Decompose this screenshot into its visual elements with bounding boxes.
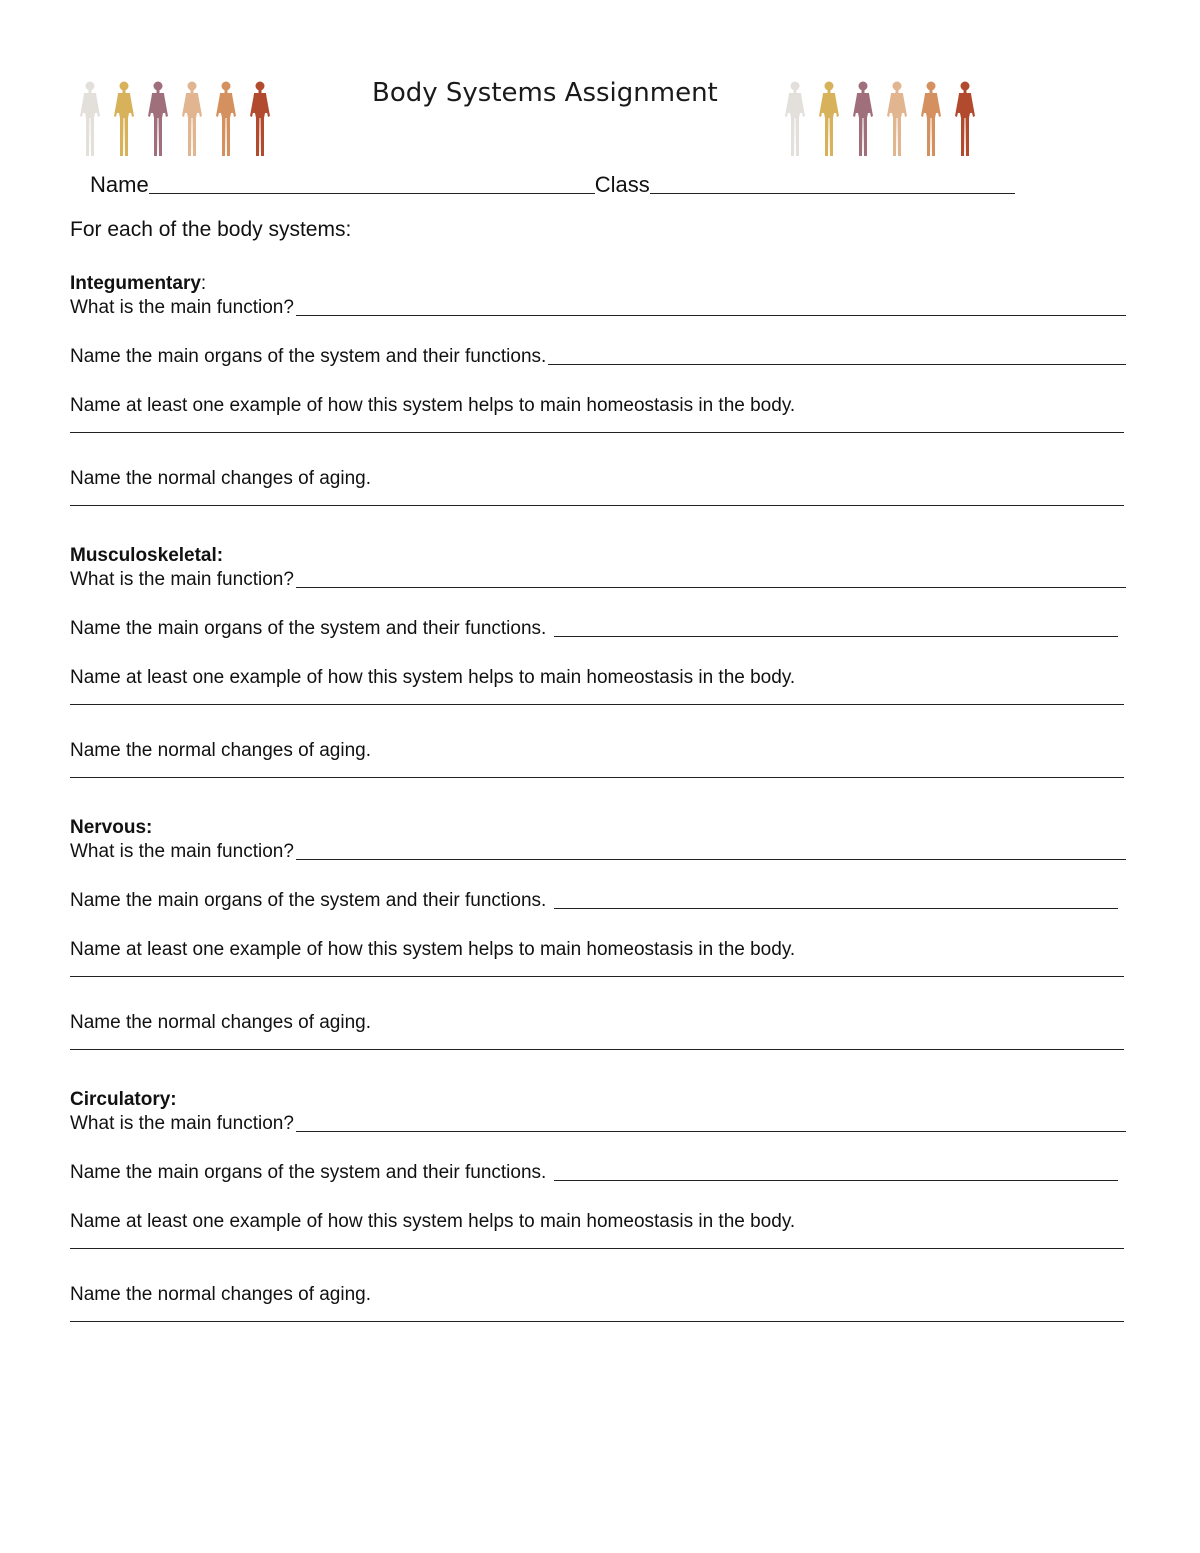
answer-line[interactable] <box>296 1131 1126 1132</box>
question-main-function: What is the main function? <box>70 840 1126 864</box>
human-figure-icon <box>110 80 138 158</box>
class-label: Class <box>594 172 650 197</box>
human-figure-icon <box>917 80 945 158</box>
human-figure-icon <box>144 80 172 158</box>
question-main-organs: Name the main organs of the system and their functions. <box>70 617 1126 641</box>
question-main-organs: Name the main organs of the system and their functions. <box>70 889 1126 913</box>
instructions: For each of the body systems: <box>70 218 352 241</box>
question-main-function: What is the main function? <box>70 1112 1126 1136</box>
body-figures-left <box>76 80 274 158</box>
question-aging: Name the normal changes of aging. <box>70 740 372 761</box>
answer-line[interactable] <box>554 636 1118 637</box>
human-figure-icon <box>815 80 843 158</box>
question-aging: Name the normal changes of aging. <box>70 468 372 489</box>
human-figure-icon <box>76 80 104 158</box>
question-homeostasis: Name at least one example of how this system helps to main homeostasis in the body. <box>70 939 796 960</box>
section-heading: Musculoskeletal: <box>70 545 224 566</box>
class-field[interactable] <box>650 193 1015 194</box>
section-musculoskeletal <box>70 544 1126 778</box>
section-nervous <box>70 816 1126 1050</box>
answer-line[interactable] <box>554 908 1118 909</box>
question-homeostasis: Name at least one example of how this system helps to main homeostasis in the body. <box>70 1211 796 1232</box>
section-heading: Nervous: <box>70 817 153 838</box>
question-main-organs: Name the main organs of the system and their functions. <box>70 345 1126 369</box>
name-field[interactable] <box>149 193 595 194</box>
human-figure-icon <box>246 80 274 158</box>
human-figure-icon <box>849 80 877 158</box>
answer-line[interactable] <box>70 1049 1124 1050</box>
answer-line[interactable] <box>296 315 1126 316</box>
human-figure-icon <box>951 80 979 158</box>
question-main-organs: Name the main organs of the system and their functions. <box>70 1161 1126 1185</box>
name-class-row <box>90 172 1015 198</box>
page-title: Body Systems Assignment <box>372 78 718 108</box>
body-figures-right <box>781 80 979 158</box>
human-figure-icon <box>883 80 911 158</box>
question-aging: Name the normal changes of aging. <box>70 1284 372 1305</box>
human-figure-icon <box>781 80 809 158</box>
human-figure-icon <box>178 80 206 158</box>
question-homeostasis: Name at least one example of how this system helps to main homeostasis in the body. <box>70 667 796 688</box>
answer-line[interactable] <box>296 859 1126 860</box>
answer-line[interactable] <box>70 1321 1124 1322</box>
answer-line[interactable] <box>70 777 1124 778</box>
section-circulatory <box>70 1088 1126 1322</box>
section-heading: Integumentary: <box>70 273 207 294</box>
question-aging: Name the normal changes of aging. <box>70 1012 372 1033</box>
answer-line[interactable] <box>70 505 1124 506</box>
question-homeostasis: Name at least one example of how this system helps to main homeostasis in the body. <box>70 395 796 416</box>
question-main-function: What is the main function? <box>70 568 1126 592</box>
answer-line[interactable] <box>296 587 1126 588</box>
name-label: Name <box>90 172 149 197</box>
section-integumentary <box>70 272 1126 506</box>
section-heading: Circulatory: <box>70 1089 177 1110</box>
question-main-function: What is the main function? <box>70 296 1126 320</box>
answer-line[interactable] <box>548 364 1126 365</box>
human-figure-icon <box>212 80 240 158</box>
answer-line[interactable] <box>554 1180 1118 1181</box>
